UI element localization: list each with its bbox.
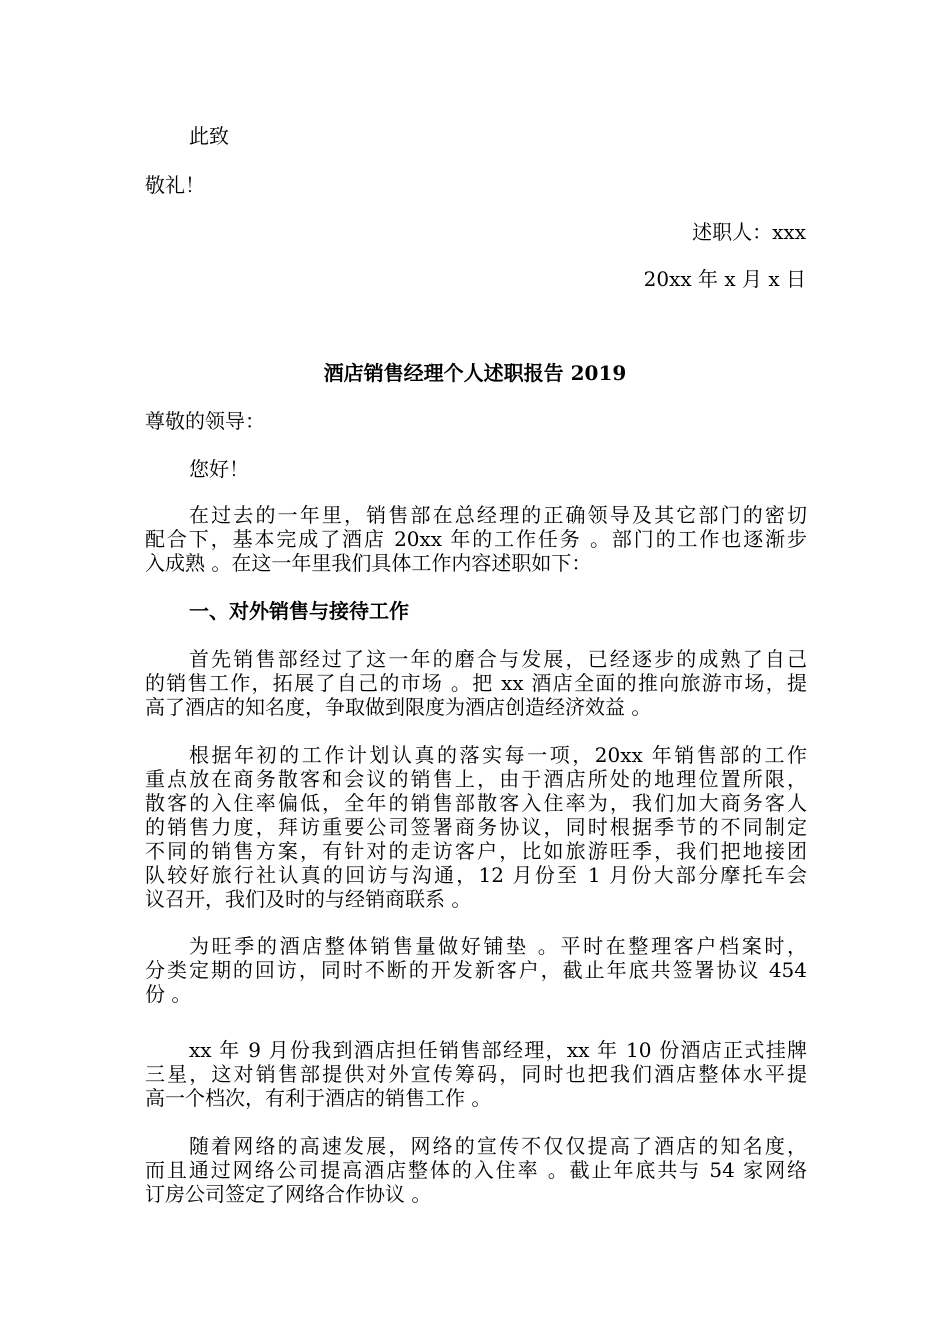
- paragraph-line: 在过去的一年里，销售部在总经理的正确领导及其它部门的密切: [189, 503, 807, 527]
- paragraph-line: 的销售力度，拜访重要公司签署商务协议，同时根据季节的不同制定: [145, 815, 807, 839]
- paragraph-line: 高一个档次，有利于酒店的销售工作 。: [145, 1086, 492, 1110]
- paragraph-line: 队较好旅行社认真的回访与沟通，12 月份至 1 月份大部分摩托车会: [145, 863, 807, 887]
- paragraph-line: 随着网络的高速发展，网络的宣传不仅仅提高了酒店的知名度，: [189, 1134, 807, 1158]
- paragraph-line: 为旺季的酒店整体销售量做好铺垫 。平时在整理客户档案时，: [189, 934, 807, 958]
- paragraph-line: 订房公司签定了网络合作协议 。: [145, 1182, 432, 1206]
- closing-salute: 此致: [189, 124, 229, 148]
- body-paragraph: [145, 934, 807, 1006]
- paragraph-line: 根据年初的工作计划认真的落实每一项，20xx 年销售部的工作: [189, 743, 807, 767]
- paragraph-line: 首先销售部经过了这一年的磨合与发展，已经逐步的成熟了自己: [189, 647, 807, 671]
- paragraph-line: 的销售工作，拓展了自己的市场 。把 xx 酒店全面的推向旅游市场，提: [145, 671, 807, 695]
- paragraph-line: xx 年 9 月份我到酒店担任销售部经理，xx 年 10 份酒店正式挂牌: [189, 1038, 807, 1062]
- paragraph-line: 入成熟 。在这一年里我们具体工作内容述职如下：: [145, 551, 592, 575]
- paragraph-line: 不同的销售方案，有针对的走访客户，比如旅游旺季，我们把地接团: [145, 839, 807, 863]
- paragraph-line: 三星，这对销售部提供对外宣传筹码，同时也把我们酒店整体水平提: [145, 1062, 807, 1086]
- greeting-recipient: 尊敬的领导：: [145, 409, 265, 433]
- body-paragraph: [145, 1038, 807, 1110]
- section-heading: 一、对外销售与接待工作: [189, 599, 409, 623]
- body-paragraph: [145, 743, 807, 911]
- paragraph-line: 散客的入住率偏低，全年的销售部散客入住率为，我们加大商务客人: [145, 791, 807, 815]
- paragraph-line: 而且通过网络公司提高酒店整体的入住率 。截止年底共与 54 家网络: [145, 1158, 807, 1182]
- paragraph-line: 高了酒店的知名度，争取做到限度为酒店创造经济效益 。: [145, 695, 652, 719]
- signature: 述职人：xxx: [692, 220, 806, 244]
- paragraph-line: 议召开，我们及时的与经销商联系 。: [145, 887, 472, 911]
- report-title: 酒店销售经理个人述职报告 2019: [323, 361, 627, 385]
- paragraph-line: 分类定期的回访，同时不断的开发新客户，截止年底共签署协议 454: [145, 958, 807, 982]
- paragraph-line: 份 。: [145, 982, 192, 1006]
- body-paragraph: [145, 1134, 807, 1206]
- greeting-hello: 您好！: [189, 457, 249, 481]
- paragraph-line: 配合下，基本完成了酒店 20xx 年的工作任务 。部门的工作也逐渐步: [145, 527, 807, 551]
- closing-regards: 敬礼！: [145, 173, 205, 197]
- body-paragraph: [145, 647, 807, 719]
- signature-date: 20xx 年 x 月 x 日: [643, 267, 806, 291]
- intro-paragraph: [145, 503, 807, 575]
- paragraph-line: 重点放在商务散客和会议的销售上，由于酒店所处的地理位置所限，: [145, 767, 807, 791]
